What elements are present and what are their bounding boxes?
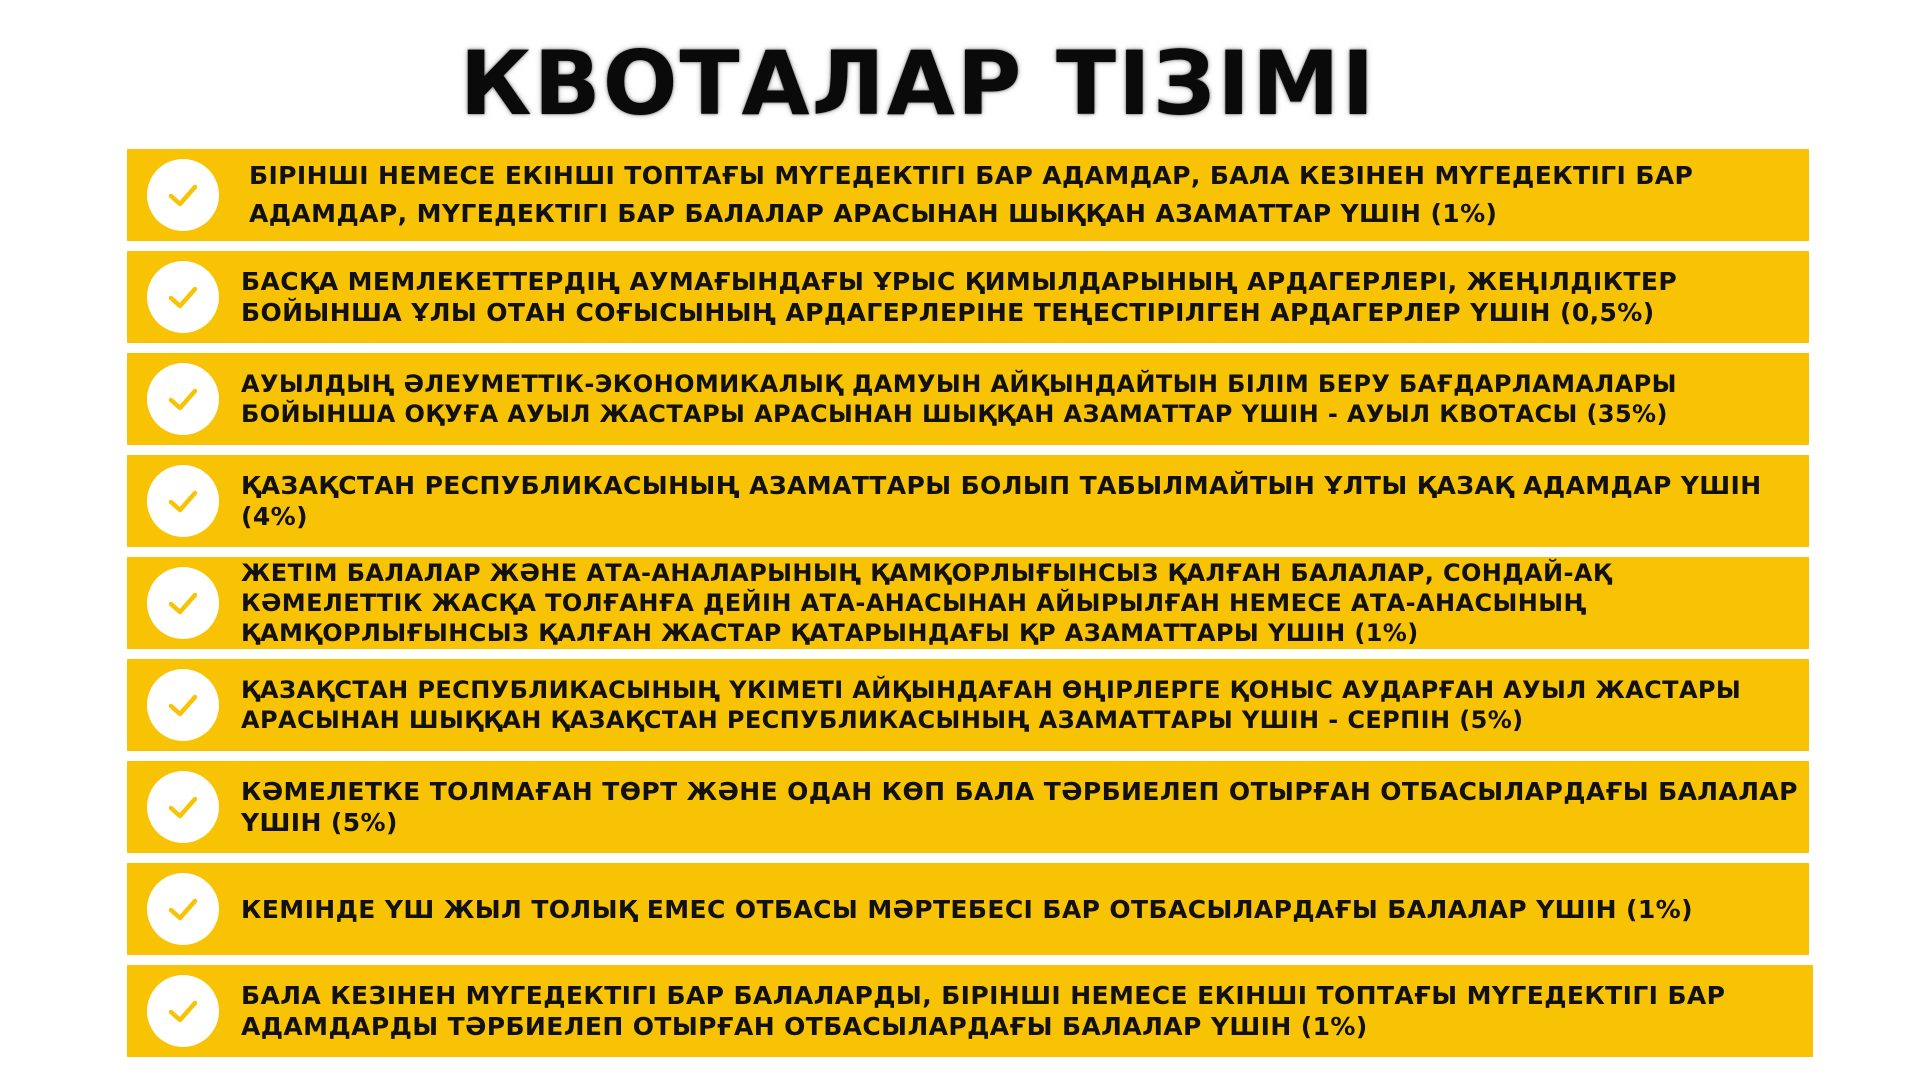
list-item <box>127 251 1809 343</box>
list-item-text: АУЫЛДЫҢ ӘЛЕУМЕТТІК-ЭКОНОМИКАЛЫҚ ДАМУЫН АЙҚЫНДАЙТЫН БІЛІМ БЕРУ БАҒДАРЛАМАЛАРЫ БОЙЫНША ОҚУҒА АУЫЛ ЖАСТАРЫ АРАСЫНАН ШЫҚҚАН АЗАМАТТАР ҮШІН - АУЫЛ КВОТАСЫ (35%) <box>241 370 1677 428</box>
list-item <box>127 659 1809 751</box>
list-item-text: БАСҚА МЕМЛЕКЕТТЕРДІҢ АУМАҒЫНДАҒЫ ҰРЫС ҚИМЫЛДАРЫНЫҢ АРДАГЕРЛЕРІ, ЖЕҢІЛДІКТЕР БОЙЫНША ҰЛЫ ОТАН СОҒЫСЫНЫҢ АРДАГЕРЛЕРІНЕ ТЕҢЕСТІРІЛГЕН АРДАГЕРЛЕР ҮШІН (0,5%) <box>241 267 1678 327</box>
quota-list <box>127 149 1809 1057</box>
list-item <box>127 557 1809 649</box>
list-item <box>127 149 1809 241</box>
list-item-text: БАЛА КЕЗІНЕН МҮГЕДЕКТІГІ БАР БАЛАЛАРДЫ, БІРІНШІ НЕМЕСЕ ЕКІНШІ ТОПТАҒЫ МҮГЕДЕКТІГІ БАР АДАМДАРДЫ ТӘРБИЕЛЕП ОТЫРҒАН ОТБАСЫЛАРДАҒЫ БАЛАЛАР ҮШІН (1%) <box>241 981 1726 1041</box>
check-icon <box>147 873 219 945</box>
check-icon <box>147 159 219 231</box>
list-item <box>127 761 1809 853</box>
list-item-text: БІРІНШІ НЕМЕСЕ ЕКІНШІ ТОПТАҒЫ МҮГЕДЕКТІГІ БАР АДАМДАР, БАЛА КЕЗІНЕН МҮГЕДЕКТІГІ БАР АДАМДАР, МҮГЕДЕКТІГІ БАР БАЛАЛАР АРАСЫНАН ШЫҚҚАН АЗАМАТТАР ҮШІН (1%) <box>249 161 1694 228</box>
check-icon <box>147 363 219 435</box>
list-item <box>127 863 1809 955</box>
list-item <box>127 965 1813 1057</box>
list-item-text: ҚАЗАҚСТАН РЕСПУБЛИКАСЫНЫҢ ҮКІМЕТІ АЙҚЫНДАҒАН ӨҢІРЛЕРГЕ ҚОНЫС АУДАРҒАН АУЫЛ ЖАСТАРЫ АРАСЫНАН ШЫҚҚАН ҚАЗАҚСТАН РЕСПУБЛИКАСЫНЫҢ АЗАМАТТАРЫ ҮШІН - СЕРПІН (5%) <box>241 676 1742 734</box>
list-item-text: КЕМІНДЕ ҮШ ЖЫЛ ТОЛЫҚ ЕМЕС ОТБАСЫ МӘРТЕБЕСІ БАР ОТБАСЫЛАРДАҒЫ БАЛАЛАР ҮШІН (1%) <box>241 894 1693 924</box>
check-icon <box>147 669 219 741</box>
check-icon <box>147 567 219 639</box>
list-item <box>127 353 1809 445</box>
check-icon <box>147 261 219 333</box>
list-item-text: ҚАЗАҚСТАН РЕСПУБЛИКАСЫНЫҢ АЗАМАТТАРЫ БОЛЫП ТАБЫЛМАЙТЫН ҰЛТЫ ҚАЗАҚ АДАМДАР ҮШІН (4%) <box>241 471 1762 531</box>
list-item <box>127 455 1809 547</box>
check-icon <box>147 465 219 537</box>
check-icon <box>147 771 219 843</box>
check-icon <box>147 975 219 1047</box>
page-title: КВОТАЛАР ТІЗІМІ <box>459 32 1377 135</box>
list-item-text: КӘМЕЛЕТКЕ ТОЛМАҒАН ТӨРТ ЖӘНЕ ОДАН КӨП БАЛА ТӘРБИЕЛЕП ОТЫРҒАН ОТБАСЫЛАРДАҒЫ БАЛАЛАР ҮШІН (5%) <box>241 777 1798 837</box>
list-item-text: ЖЕТІМ БАЛАЛАР ЖӘНЕ АТА-АНАЛАРЫНЫҢ ҚАМҚОРЛЫҒЫНСЫЗ ҚАЛҒАН БАЛАЛАР, СОНДАЙ-АҚ КӘМЕЛЕТТІК ЖАСҚА ТОЛҒАНҒА ДЕЙІН АТА-АНАСЫНАН АЙЫРЫЛҒАН НЕМЕСЕ АТА-АНАСЫНЫҢ ҚАМҚОРЛЫҒЫНСЫЗ ҚАЛҒАН ЖАСТАР ҚАТАРЫНДАҒЫ ҚР АЗАМАТТАРЫ ҮШІН (1%) <box>241 559 1612 647</box>
